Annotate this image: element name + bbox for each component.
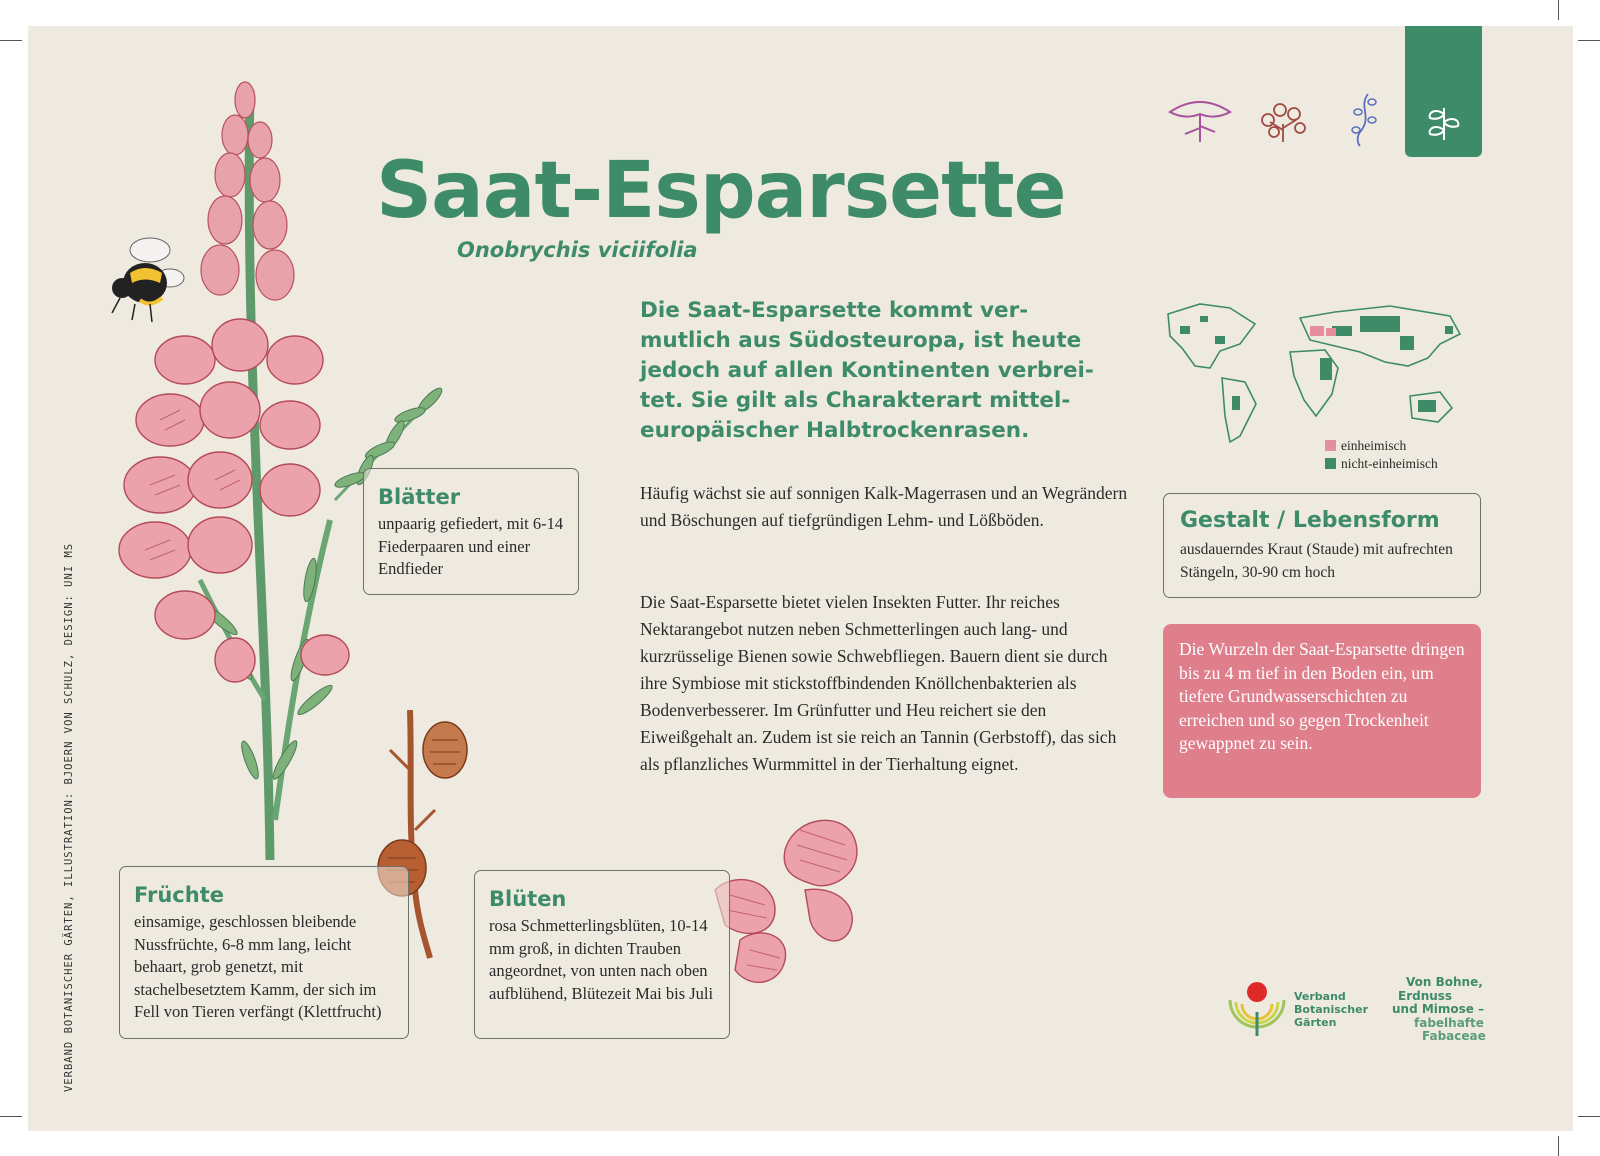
climber-icon <box>1348 92 1378 148</box>
insects-paragraph: Die Saat-Esparsette bietet vielen Insekten Futter. Ihr reiches Nektarangebot nutzen neben Schmetterlingen auch lang- und kurzrüsselige Bienen sowie Schwebfliegen. Bauern dient sie durch ihre Symbiose mit stickstoffbindenden Knöllchenbakterien als Bodenverbesserer. Im Grünfutter und Heu reichert sie den Eiweißgehalt an. Zudem ist sie reich an Tannin (Gerbstoff), das sich als pflanzliches Wurmmittel in der Tierhaltung eignet. <box>640 592 1117 774</box>
gestalt-text: ausdauerndes Kraut (Staude) mit aufrechten Stängeln, 30-90 cm hoch <box>1180 541 1453 581</box>
blossoms-text: rosa Schmetterlingsblüten, 10-14 mm groß, in dichten Trauben angeordnet, von unten nach oben aufblühend, Blütezeit Mai bis Juli <box>489 916 714 1003</box>
crop-mark <box>1558 1136 1559 1156</box>
bee-illustration <box>100 228 190 328</box>
legend-native <box>1325 438 1406 454</box>
blossom-illustration <box>705 810 885 1010</box>
crop-mark <box>1578 40 1600 41</box>
legend-native-label: einheimisch <box>1341 438 1407 453</box>
roots-fact-box: Die Wurzeln der Saat-Esparsette dringen bis zu 4 m tief in den Boden ein, um tiefere Grundwasserschichten zu erreichen und so gegen Trockenheit gewappnet zu sein. <box>1163 624 1481 798</box>
series-line2: Erdnuss <box>1398 988 1453 1003</box>
fruits-box <box>119 866 409 1039</box>
series-line3: und Mimose – <box>1392 1002 1485 1016</box>
blossoms-box <box>474 870 730 1039</box>
fruits-text: einsamige, geschlossen bleibende Nussfrüchte, 6-8 mm lang, leicht behaart, grob genetzt, mit stachelbesetztem Kamm, der sich im Fell von Tieren verfängt (Klettfrucht) <box>134 912 382 1021</box>
series-line5: Fabaceae <box>1422 1029 1486 1043</box>
legend-non-native <box>1325 456 1438 472</box>
crop-mark <box>0 1116 22 1117</box>
crop-mark <box>1558 0 1559 20</box>
crop-mark <box>1578 1116 1600 1117</box>
gestalt-box <box>1163 493 1481 598</box>
herb-icon <box>1424 100 1464 142</box>
world-map <box>1160 296 1480 456</box>
series-line1: Von Bohne, <box>1406 975 1483 989</box>
crop-mark <box>0 40 22 41</box>
vbg-line2: Botanischer <box>1294 1003 1369 1016</box>
series-logo <box>1392 976 1486 1044</box>
leaves-box <box>363 468 579 595</box>
series-line4: fabelhafte <box>1414 1015 1484 1030</box>
leaves-heading: Blätter <box>378 485 461 509</box>
intro-text: Die Saat-Esparsette kommt ver- mutlich aus Südosteuropa, ist heute jedoch auf allen Kontinenten verbrei- tet. Sie gilt als Charakterart mittel- europäischer Halbtrockenrasen. <box>640 298 1094 443</box>
vbg-line1: Verband <box>1294 990 1346 1003</box>
legend-non-native-label: nicht-einheimisch <box>1341 456 1438 471</box>
credits: VERBAND BOTANISCHER GÄRTEN, ILLUSTRATION: BJOERN VON SCHULZ, DESIGN: UNI MS <box>63 542 75 1092</box>
tree-icon <box>1165 98 1235 146</box>
shrub-icon <box>1258 100 1308 144</box>
vbg-logo-text <box>1294 990 1368 1029</box>
page-title: Saat-Esparsette <box>376 146 1066 236</box>
vbg-line3: Gärten <box>1294 1016 1337 1029</box>
habitat-paragraph: Häufig wächst sie auf sonnigen Kalk-Magerrasen und an Wegrändern und Böschungen auf tiefgründigen Lehm- und Lößböden. <box>640 483 1128 530</box>
fruits-heading: Früchte <box>134 883 224 907</box>
latin-name: Onobrychis viciifolia <box>457 238 698 262</box>
vbg-logo-mark <box>1226 972 1288 1038</box>
leaves-text: unpaarig gefiedert, mit 6-14 Fiederpaaren und einer Endfieder <box>378 514 564 578</box>
blossoms-heading: Blüten <box>489 887 567 911</box>
gestalt-heading: Gestalt / Lebensform <box>1180 508 1440 533</box>
